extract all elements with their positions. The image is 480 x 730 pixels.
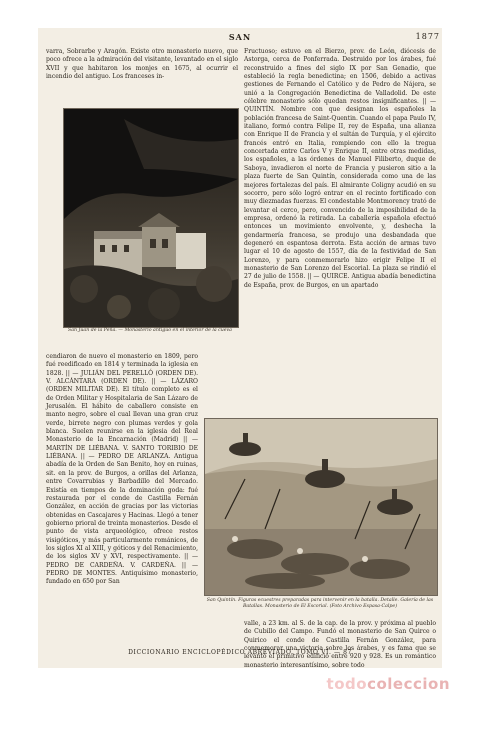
cliff-monastery-illustration xyxy=(64,109,238,327)
running-head xyxy=(38,32,442,44)
column-1-bottom-text: cendiaron de nuevo el monasterio en 1809, pero fué reedificado en 1814 y terminada la iglesia en 1828. || — JULIÁN DEL PERELLÓ (ORDEN DE). V. ALCÁNTARA (ORDEN DE). || — LÁZARO (ORDEN MILITAR DE). El título completo es el de Orden Militar y Hospitalaria de San Lázaro de Jerusalén. El hábito de caballero consiste en manto negro, sobre el cual llevan una gran cruz verde, birrete negro con plumas verdes y gola blanca. Suelen reunirse en la iglesia del Real Monasterio de la Encarnación (Madrid) || — MARTÍN DE LIÉBANA. V. SANTO TORIBIO DE LIÉBANA. || — PEDRO DE ARLANZA. Antigua abadía de la Orden de San Benito, hoy en ruinas, sit. en la prov. de Burgos, a orillas del Arlanza, entre Covarrubias y Barbadillo del Mercado. Existía en tiempos de la dominación goda: fué restaurada por el conde de Castilla Fernán González, en acción de gracias por las victorias obtenidas en Cascajares y Hacinas. Llegó a tener gobierno prioral de treinta monasterios. Desde el punto de vista arqueológico, ofrece restos visigóticos, y más particularmente románicos, de los siglos XI al XIII, y góticos y del Renacimiento, de los siglos XV y XVI, respectivamente. || — PEDRO DE CARDEÑA. V. CARDEÑA. || — PEDRO DE MONTES. Antiquísimo monasterio, fundado en 650 por San xyxy=(46,353,198,586)
page-footer: DICCIONARIO ENCICLOPÉDICO ABREVIADO. TOMO VI. — 87 xyxy=(128,649,352,656)
running-head-word: SAN xyxy=(228,32,252,42)
encyclopedia-page xyxy=(38,28,442,668)
photo-san-juan-de-la-pena xyxy=(63,108,239,328)
column-1-top-text: varra, Sobrarbe y Aragón. Existe otro monasterio nuevo, que poco ofrece a la admiración del visitante, levantado en el siglo XVII y que habitaron los monjes en 1675, al ocurrir el incendio del antiguo. Los franceses in- xyxy=(46,48,238,81)
column-2-bottom-text: valle, a 23 km. al S. de la cap. de la prov. y próxima al pueblo de Cubillo del Campo. Fundó el monasterio de San Quirce o Quirico el conde de Castilla Fernán González, para conmemorar una victoria sobre los árabes, y es fama que se levantó el primitivo edificio entre 920 y 928. Es un romántico monasterio interesantísimo, sobre todo xyxy=(244,620,436,669)
photo-san-quintin-battle xyxy=(204,418,438,596)
watermark-brand: coleccion xyxy=(367,675,450,693)
watermark-logo xyxy=(327,675,450,693)
column-2-top-text: Fructuoso; estuvo en el Bierzo, prov. de León, diócesis de Astorga, cerca de Ponferrada. Destruido por los árabes, fué reconstruido a fines del siglo IX por San Genadio, que estableció la regla benedictina; en 1506, debido a activas gestiones de Fernando el Católico y de Pedro de Nájera, se unió a la Congregación Benedictina de Valladolid. De este célebre monasterio sólo quedan restos insignificantes. || — QUINTÍN. Nombre con que designan los españoles la población francesa de Saint-Quentin. Cuando el papa Paulo IV, italiano, formó contra Felipe II, rey de España, una alianza con Enrique II de Francia y el sultán de Turquía, y el ejército francés entró en Italia, rompiendo con ello la tregua concertada entre Carlos V y Enrique II, entre otras medidas, los españoles, a las órdenes de Manuel Filiberto, duque de Saboya, invadieron el norte de Francia y pusieron sitio a la plaza fuerte de San Quintín, considerada como una de las mejores fortalezas del país. El almirante Coligny acudió en su socorro, pero sólo logró entrar en el recinto fortificado con muy diezmadas fuerzas. El condestable Montmorency trató de levantar el cerco, pero, convencido de la imposibilidad de la empresa, ordenó la retirada. La caballería española efectuó entonces un movimiento envolvente, y, deshecha la gendarmería francesa, se produjo una desbandada que degeneró en espantosa derrota. Esta acción de armas tuvo lugar el 10 de agosto de 1557, día de la festividad de San Lorenzo, y para conmemorarlo hizo erigir Felipe II el monasterio de San Lorenzo del Escorial. La plaza se rindió el 27 de julio de 1558. || — QUIRCE. Antigua abadía benedictina de España, prov. de Burgos, en un apartado xyxy=(244,48,436,289)
watermark-prefix: todo xyxy=(326,675,368,693)
photo-2-caption: San Quintín. Figuras ecuestres preparadas para intervenir en la batalla. Detalle. Galería de las Batallas. Monasterio de El Escorial. (Foto Archivo Espasa-Calpe) xyxy=(206,598,434,610)
page-number: 1877 xyxy=(415,32,440,41)
battle-painting-illustration xyxy=(205,419,437,595)
photo-1-caption: San Juan de la Peña. — Monasterio antiguo en el interior de la cueva xyxy=(68,328,232,333)
